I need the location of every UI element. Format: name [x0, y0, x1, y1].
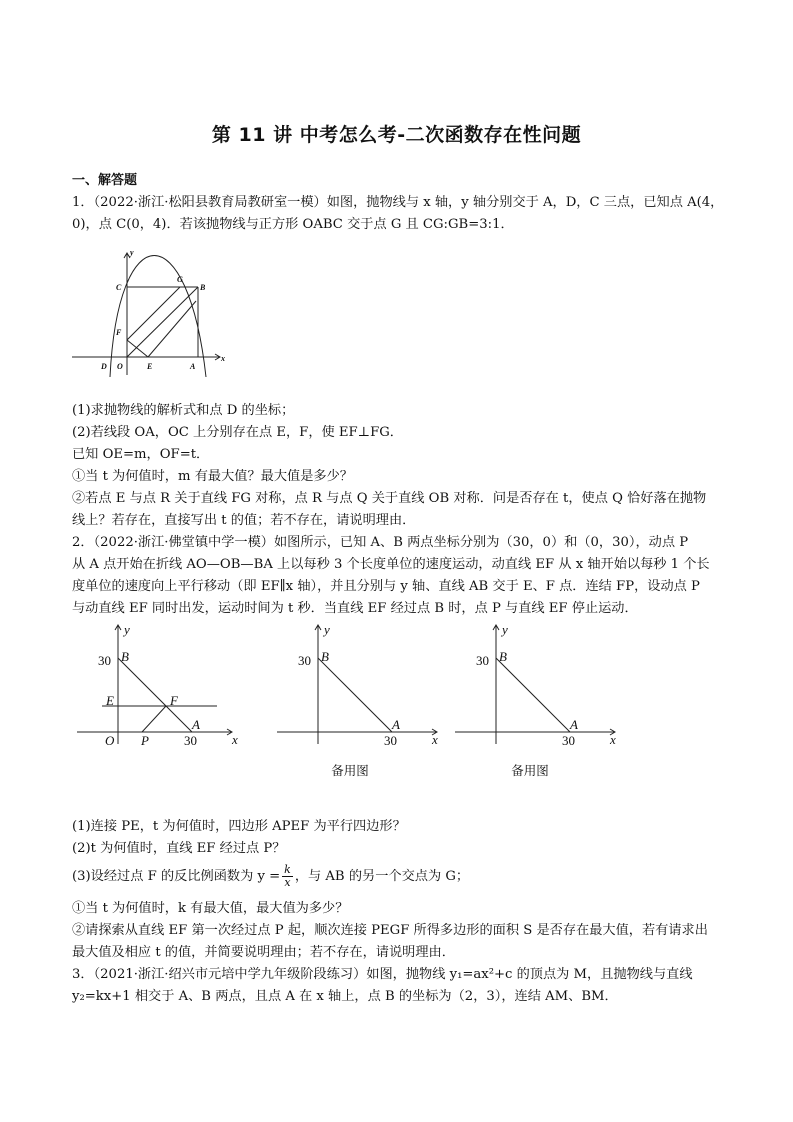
q1-sub-1: (1)求抛物线的解析式和点 D 的坐标；: [72, 403, 295, 418]
q1-sub-2: (2)若线段 OA，OC 上分别存在点 E，F，使 EF⊥FG．: [72, 425, 403, 440]
section-heading: 一、解答题: [72, 173, 138, 188]
q1-segment-fg: [127, 287, 180, 340]
q2b-label-y: y: [324, 622, 330, 637]
q1-sub-3: 已知 OE=m，OF=t．: [72, 447, 210, 462]
q1-parabola: [110, 256, 206, 378]
q2-label-e: E: [106, 693, 114, 708]
q2-label-y: y: [124, 622, 130, 637]
q1-label-x: x: [221, 354, 225, 363]
q2-label-30-x: 30: [184, 733, 197, 748]
q2-sub-2: (2)t 为何值时，直线 EF 经过点 P？: [72, 841, 286, 856]
q2-fraction-denominator: x: [284, 876, 291, 889]
q2-stem-line-4: 与动直线 EF 同时出发，运动时间为 t 秒．当直线 EF 经过点 B 时，点 P 与直线 EF 停止运动．: [72, 601, 638, 616]
q2-figure-main: [72, 620, 252, 750]
q2-fraction-numerator: k: [284, 863, 291, 876]
q2-stem-line-2: 从 A 点开始在折线 AO—OB—BA 上以每秒 3 个长度单位的速度运动，动直线 EF 从 x 轴开始以每秒 1 个长: [72, 557, 710, 572]
q2-segment-fp: [142, 706, 166, 732]
q2-sub-3: [72, 864, 732, 889]
q1-sub-5a: ②若点 E 与点 R 关于直线 FG 对称，点 R 与点 Q 关于直线 OB 对称．问是否存在 t，使点 Q 恰好落在抛物: [72, 491, 707, 506]
q2c-label-a: A: [570, 717, 578, 732]
page-title: 第 11 讲 中考怎么考-二次函数存在性问题: [211, 124, 582, 146]
q1-label-g: G: [177, 275, 183, 284]
q1-stem-line-2: 0)，点 C(0，4)．若该抛物线与正方形 OABC 交于点 G 且 CG:GB=3:1．: [72, 217, 514, 232]
q2-sub-4: ①当 t 为何值时，k 有最大值，最大值为多少？: [72, 901, 349, 916]
q2-sub-5a: ②请探索从直线 EF 第一次经过点 P 起，顺次连接 PEGF 所得多边形的面积 S 是否存在最大值，若有请求出: [72, 923, 708, 938]
q2b-label-30-x: 30: [384, 733, 397, 748]
q2c-line-ab: [496, 658, 570, 732]
q1-sub-4: ①当 t 为何值时，m 有最大值？最大值是多少？: [72, 469, 353, 484]
q2-label-b: B: [121, 649, 129, 664]
q2-label-o: O: [105, 733, 115, 748]
q2-label-p: P: [141, 733, 149, 748]
q2-sub-3-suffix: ，与 AB 的另一个交点为 G；: [294, 869, 470, 884]
q2-label-f: F: [170, 693, 178, 708]
q1-label-e: E: [147, 362, 153, 371]
q1-label-y: y: [130, 248, 134, 257]
q2-stem-line-3: 度单位的速度向上平行移动（即 EF∥x 轴），并且分别与 y 轴、直线 AB 交于 E、F 点．连结 FP，设动点 P: [72, 579, 700, 594]
q2c-label-b: B: [499, 649, 507, 664]
q1-label-d: D: [101, 362, 107, 371]
q2-figure-spare-1: [272, 620, 447, 750]
q1-label-c: C: [116, 283, 122, 292]
q3-stem-line-1: 3．（2021·浙江·绍兴市元培中学九年级阶段练习）如图，抛物线 y₁=ax²+c 的顶点为 M，且抛物线与直线: [72, 967, 693, 982]
q1-figure: [70, 245, 230, 380]
q2-label-a: A: [192, 717, 200, 732]
q3-stem-line-2: y₂=kx+1 相交于 A、B 两点，且点 A 在 x 轴上，点 B 的坐标为（2，3），连结 AM、BM．: [72, 989, 618, 1004]
q1-label-a: A: [190, 362, 196, 371]
q2c-label-y: y: [502, 622, 508, 637]
q2-line-ab: [118, 658, 192, 732]
q1-label-f: F: [116, 328, 122, 337]
q2-sub-5b: 最大值及相应 t 的值，并简要说明理由；若不存在，请说明理由．: [72, 945, 455, 960]
q2c-label-30-y: 30: [476, 653, 489, 668]
q2c-label-30-x: 30: [562, 733, 575, 748]
q2-fraction-k-over-x: [282, 864, 293, 889]
q2-label-x: x: [232, 732, 238, 747]
q1-label-o: O: [117, 362, 123, 371]
q2-stem-line-1: 2．（2022·浙江·佛堂镇中学一模）如图所示，已知 A、B 两点坐标分别为（30，0）和（0，30），动点 P: [72, 535, 689, 550]
q2-spare-caption-1: 备用图: [331, 763, 369, 778]
q2-label-30-y: 30: [98, 653, 111, 668]
q2b-label-x: x: [432, 732, 438, 747]
q1-label-b: B: [200, 283, 206, 292]
q2-figure-spare-2: [450, 620, 625, 750]
q2b-line-ab: [318, 658, 392, 732]
q2b-label-b: B: [321, 649, 329, 664]
q1-stem-line-1: 1．（2022·浙江·松阳县教育局教研室一模）如图，抛物线与 x 轴，y 轴分别交于 A，D，C 三点，已知点 A(4，: [72, 195, 724, 210]
q2c-label-x: x: [610, 732, 616, 747]
q2b-label-a: A: [392, 717, 400, 732]
q2-sub-3-prefix: (3)设经过点 F 的反比例函数为 y =: [72, 869, 281, 884]
q1-diagonal-ob: [127, 287, 198, 357]
q2-sub-1: (1)连接 PE，t 为何值时，四边形 APEF 为平行四边形？: [72, 819, 406, 834]
q2-spare-caption-2: 备用图: [511, 763, 549, 778]
q2b-label-30-y: 30: [298, 653, 311, 668]
q1-sub-5b: 线上？若存在，直接写出 t 的值；若不存在，请说明理由．: [72, 513, 416, 528]
